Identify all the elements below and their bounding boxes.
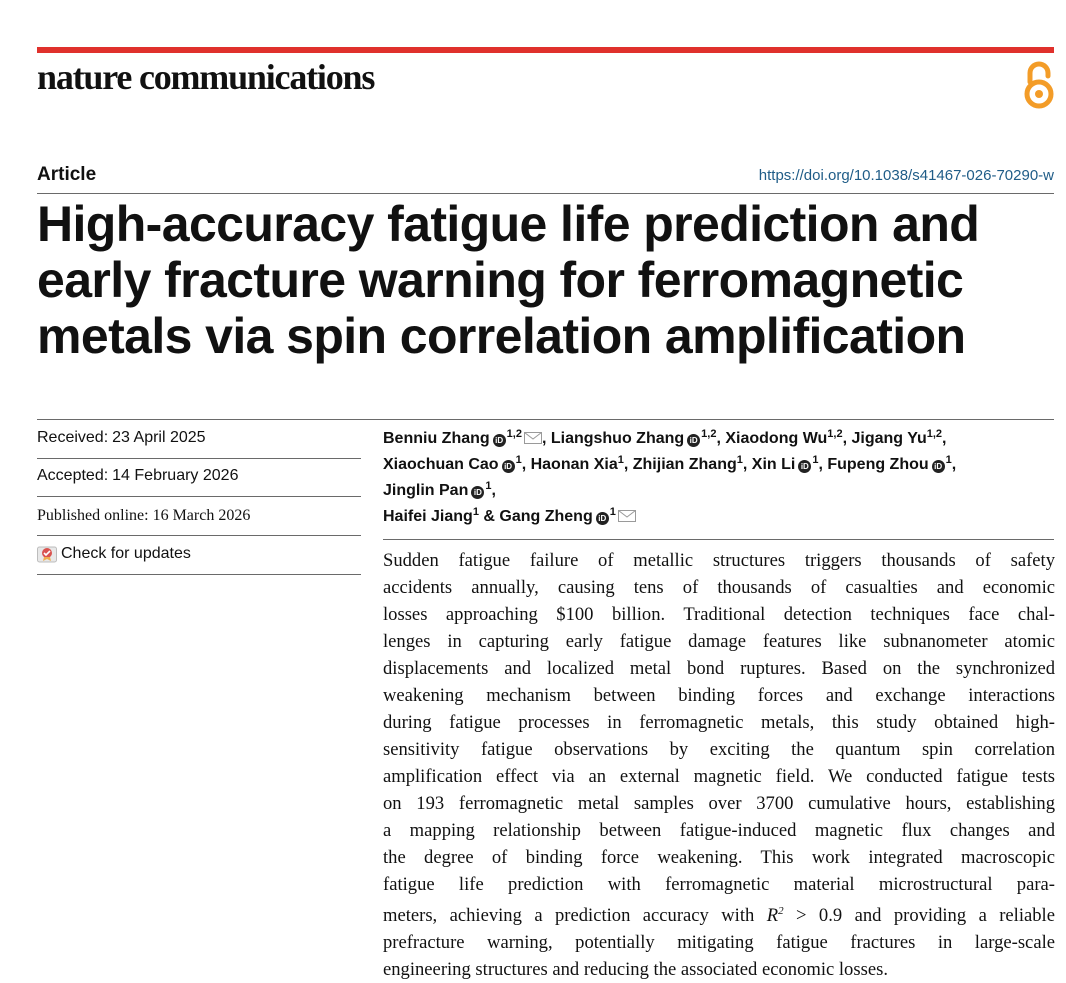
article-type: Article xyxy=(37,164,97,185)
affiliation-number: 1 xyxy=(736,454,743,466)
author-separator: , xyxy=(623,456,633,473)
author[interactable] xyxy=(725,430,842,447)
author[interactable] xyxy=(633,456,743,473)
orcid-icon[interactable]: iD xyxy=(493,434,506,447)
check-updates-icon xyxy=(37,545,57,563)
abstract-line: engineering structures and reducing the associated economic losses. xyxy=(383,959,888,981)
affiliation-number: 1 xyxy=(617,454,624,466)
author[interactable] xyxy=(383,482,491,499)
title-line: early fracture warning for ferromagnetic xyxy=(37,252,964,308)
journal-accent-bar xyxy=(37,47,1054,53)
author-separator: , xyxy=(742,456,752,473)
orcid-icon[interactable]: iD xyxy=(471,486,484,499)
author-name[interactable]: Xiaodong Wu xyxy=(725,430,828,447)
abstract-line: amplification effect via an external magnetic field. We conducted fatigue tests xyxy=(383,766,1055,787)
orcid-icon[interactable]: iD xyxy=(687,434,700,447)
title-line: metals via spin correlation amplification xyxy=(37,308,966,364)
author-separator: , xyxy=(951,456,957,473)
accepted-date: Accepted: 14 February 2026 xyxy=(37,467,239,484)
author-separator: , xyxy=(942,430,947,447)
author-separator: , xyxy=(491,482,496,499)
email-icon[interactable] xyxy=(618,510,636,522)
abstract-line: weakening mechanism between binding forces and exchange interactions xyxy=(383,685,1055,706)
author-name[interactable]: Haifei Jiang xyxy=(383,508,473,525)
meta-divider xyxy=(37,458,361,459)
author-list xyxy=(383,426,1043,530)
author-name[interactable]: Fupeng Zhou xyxy=(827,456,929,473)
abstract-line: displacements and localized metal bond ruptures. Based on the synchronized xyxy=(383,658,1055,679)
meta-divider xyxy=(37,574,361,575)
abstract-line: prefracture warning, potentially mitigating fatigue fractures in large-scale xyxy=(383,932,1055,954)
abstract-line: fatigue life prediction with ferromagnetic material microstructural para- xyxy=(383,874,1055,895)
published-date: Published online: 16 March 2026 xyxy=(37,507,251,524)
meta-divider xyxy=(37,535,361,536)
abstract-line: accidents annually, causing tens of thousands of casualties and economic xyxy=(383,577,1055,598)
affiliation-number: 1,2 xyxy=(506,428,522,440)
author-name[interactable]: Gang Zheng xyxy=(499,508,593,525)
affiliation-number: 1 xyxy=(485,480,492,492)
affiliation-number: 1 xyxy=(609,506,616,518)
email-icon[interactable] xyxy=(524,432,542,444)
received-date: Received: 23 April 2025 xyxy=(37,429,206,446)
abstract-line: during fatigue processes in ferromagnetic metals, this study obtained high- xyxy=(383,712,1055,733)
abstract-line: on 193 ferromagnetic metal samples over 3700 cumulative hours, establishing xyxy=(383,793,1055,814)
affiliation-number: 1 xyxy=(812,454,819,466)
meta-top-divider xyxy=(37,419,1054,420)
r-squared-symbol: $R^2$ xyxy=(766,905,784,927)
abstract-line-with-formula: meters, achieving a prediction accuracy with $R^2 > 0.9$ and providing a reliable xyxy=(383,905,1055,927)
abstract-line: sensitivity fatigue observations by exciting the quantum spin correlation xyxy=(383,739,1055,760)
affiliation-number: 1 xyxy=(515,454,522,466)
abstract-line: a mapping relationship between fatigue-induced magnetic flux changes and xyxy=(383,820,1055,841)
author-separator: , xyxy=(842,430,852,447)
abstract-line: the degree of binding force weakening. This work integrated macroscopic xyxy=(383,847,1055,868)
abstract-line: lenges in capturing early fatigue damage features like subnanometer atomic xyxy=(383,631,1055,652)
author-name[interactable]: Xin Li xyxy=(751,456,796,473)
author[interactable] xyxy=(383,456,522,473)
journal-name[interactable]: nature communications xyxy=(37,57,375,97)
author-separator: & xyxy=(478,508,500,525)
author[interactable] xyxy=(383,430,542,447)
author-separator: , xyxy=(541,430,551,447)
article-title xyxy=(37,196,1047,364)
author-name[interactable]: Liangshuo Zhang xyxy=(550,430,685,447)
abstract xyxy=(383,547,1055,983)
header-divider xyxy=(37,193,1054,194)
author[interactable] xyxy=(383,508,479,525)
affiliation-number: 1 xyxy=(945,454,952,466)
check-for-updates-button[interactable]: Check for updates xyxy=(37,545,361,563)
affiliation-number: 1,2 xyxy=(926,428,943,440)
author[interactable] xyxy=(827,456,951,473)
author[interactable] xyxy=(551,430,717,447)
orcid-icon[interactable]: iD xyxy=(502,460,515,473)
author[interactable] xyxy=(499,508,635,525)
orcid-icon[interactable]: iD xyxy=(596,512,609,525)
abstract-line: Sudden fatigue failure of metallic structures triggers thousands of safety xyxy=(383,550,1055,571)
abstract-divider xyxy=(383,539,1054,540)
open-access-icon xyxy=(1019,60,1059,110)
author-separator: , xyxy=(716,430,726,447)
author[interactable] xyxy=(851,430,942,447)
orcid-icon[interactable]: iD xyxy=(798,460,811,473)
author-name[interactable]: Jinglin Pan xyxy=(383,482,469,499)
author-name[interactable]: Zhijian Zhang xyxy=(632,456,737,473)
doi-link[interactable]: https://doi.org/10.1038/s41467-026-70290-w xyxy=(758,167,1054,184)
orcid-icon[interactable]: iD xyxy=(932,460,945,473)
author-name[interactable]: Haonan Xia xyxy=(530,456,618,473)
author-name[interactable]: Benniu Zhang xyxy=(383,430,490,447)
author-separator: , xyxy=(521,456,531,473)
author-name[interactable]: Jigang Yu xyxy=(851,430,927,447)
affiliation-number: 1,2 xyxy=(701,428,717,440)
title-line: High-accuracy fatigue life prediction and xyxy=(37,196,980,252)
author-name[interactable]: Xiaochuan Cao xyxy=(383,456,499,473)
meta-divider xyxy=(37,496,361,497)
abstract-line: losses approaching $100 billion. Traditional detection techniques face chal- xyxy=(383,604,1055,625)
author-separator: , xyxy=(818,456,828,473)
affiliation-number: 1 xyxy=(472,506,479,518)
affiliation-number: 1,2 xyxy=(827,428,843,440)
author[interactable] xyxy=(531,456,624,473)
author[interactable] xyxy=(752,456,819,473)
